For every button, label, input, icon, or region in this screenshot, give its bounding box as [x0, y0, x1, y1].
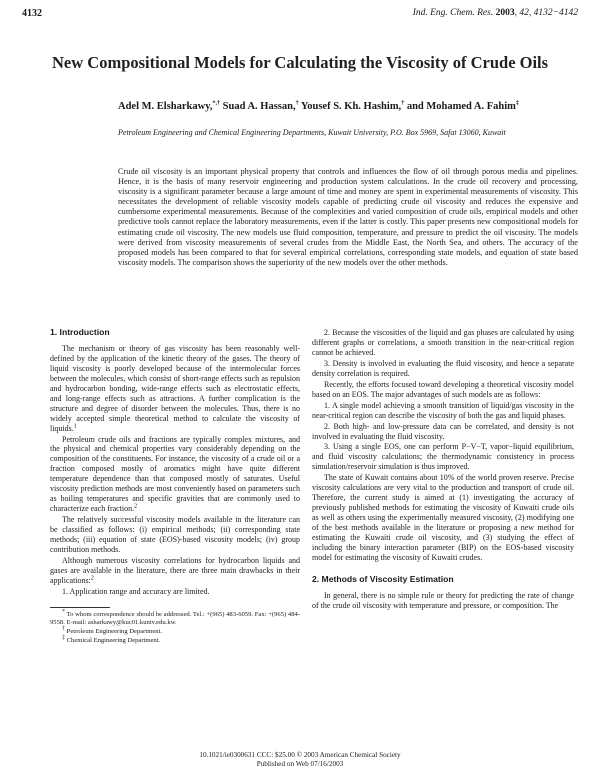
running-header [22, 8, 578, 22]
author-list [118, 100, 558, 113]
paragraph: 1. A single model achieving a smooth transition of liquid/gas viscosity in the near-critical region can describe the viscosity of both the gas and liquid phases. [312, 400, 574, 420]
paragraph: 1. Application range and accuracy are limited. [62, 586, 210, 596]
footnote-dept-chemical [50, 637, 300, 645]
citation-ref: 2 [90, 575, 94, 582]
paragraph: Recently, the efforts focused toward developing a theoretical viscosity model based on an EOS. The major advantages of such models are as follows: [312, 379, 574, 399]
paragraph: 2. Because the viscosities of the liquid and gas phases are calculated by using different graphs or correlations, a smooth transition in the near-critical region cannot be achieved. [312, 328, 574, 357]
paragraph: 3. Density is involved in evaluating the fluid viscosity, and hence a separate density correlation is required. [312, 358, 574, 378]
author-mark: ‡ [515, 100, 519, 107]
paragraph: 2. Both high- and low-pressure data can be correlated, and density is not involved in evaluating the fluid viscosity. [312, 421, 574, 441]
footnote-mark: † [62, 626, 65, 632]
published-line: Published on Web 07/16/2003 [256, 760, 344, 768]
footnote-text: Petroleum Engineering Department. [65, 628, 163, 636]
footnote-text: To whom correspondence should be addressed. Tel.: +(965) 483-6059. Fax: +(965) 484-9558. E-mail: asharkawy@kuc01.kuniv.edu.kw. [50, 610, 300, 626]
doi-line: 10.1021/ie0300631 CCC: $25.00 © 2003 American Chemical Society [199, 751, 401, 759]
footnote-correspondence [50, 608, 300, 627]
author-name: Yousef S. Kh. Hashim, [298, 101, 402, 112]
paragraph: The state of Kuwait contains about 10% of the world proven reserve. Precise viscosity calculations are very vital to the production and transport of crude oil. Therefore, the current study is aimed at (1) investigating the accuracy of previously published methods for estimating the viscosity of Kuwaiti crude oils as well as others using the experimentally measured viscosity, (2) modifying one of the best methods available in the literature or proposing a new method for estimating the Kuwaiti crude oil viscosity, and (3) studying the effect of including the binary interaction parameter (BIP) on the EOS-based viscosity model for estimating the viscosity of Kuwaiti crudes. [312, 473, 574, 562]
left-column [50, 328, 300, 647]
author-mark: † [295, 100, 299, 107]
journal-abbr: Ind. Eng. Chem. Res. [412, 8, 494, 18]
affiliation: Petroleum Engineering and Chemical Engineering Departments, Kuwait University, P.O. Box 5969, Safat 13060, Kuwait [118, 128, 506, 137]
page-number: 4132 [22, 8, 42, 19]
paper-title: New Compositional Models for Calculating the Viscosity of Crude Oils [52, 53, 549, 72]
author-mark: *,† [212, 100, 221, 107]
paragraph: The relatively successful viscosity models available in the literature can be classified as follows: (i) empirical methods; (ii) corresponding state methods; (iii) equation of state (EOS)-based viscosity models; (iv) group contribution methods. [50, 515, 300, 555]
paragraph-text: The mechanism or theory of gas viscosity has been reasonably well-defined by the application of the kinetic theory of the gases. The theory of liquid viscosity is poorly developed because of the intermolecular forces between the molecules, which consist of short-range effects such as repulsion and hydrocarbon bonding, wide-range effects such as electrostatic effects, and long-range effects such as attractions. A further complication is the structure and degree of disorder between the molecules. Thus, there is no widely accepted simple theoretical method to calculate the viscosity of liquids. [50, 343, 300, 433]
author-mark: † [401, 100, 405, 107]
abstract: Crude oil viscosity is an important physical property that controls and influences the flow of oil through porous media and pipelines. Hence, it is the basis of many reservoir engineering and production system calculations. In the crude oil recovery and processing, viscosity is a significant parameter because a large amount of time and money are spent in experimental measurements of viscosity. This necessitates the development of reliable viscosity models capable of predicting crude oil viscosity and reduces the expensive and cumbersome experimental measurements. Because of the complexities and varied composition of crude oils, empirical models and other predictive tools cannot replace the laboratory measurements, even if the latter is costly. This paper presents new compositional models for estimating crude oil viscosity. The new models use fluid composition, temperature, and pressure to predict the oil viscosity. The models were derived from viscosity measurements of several crudes from the Middle East, the North Sea, and others. The accuracy of the proposed models has been compared to that for several empirical correlations, corresponding state models, and equation of state based viscosity models. The comparison shows the superiority of the new models over the other methods. [118, 167, 578, 267]
journal-citation [413, 8, 578, 18]
paragraph: In general, there is no simple rule or theory for predicting the rate of change of the crude oil viscosity with temperature and pressure, or composition. The [312, 590, 574, 610]
footnote-mark: ‡ [62, 635, 65, 642]
section-heading-methods: 2. Methods of Viscosity Estimation [312, 573, 454, 584]
paragraph-text: Petroleum crude oils and fractions are typically complex mixtures, and the physical and chemical properties vary considerably depending on the composition of the constituents. For instance, the viscosity of a crude oil or a fraction composed mostly of aromatics might have quite different temperature dependence than that composed mostly of saturates. Useful viscosity prediction methods are most conveniently based on parameters such as boiling temperatures and specific gravities that are commonly used to characterize each fraction. [50, 434, 300, 514]
paragraph-text: Although numerous viscosity correlations for hydrocarbon liquids and gases are available in the literature, there are three main drawbacks in their applications: [50, 555, 300, 585]
citation-ref: 1 [73, 422, 77, 429]
page-footer [0, 751, 600, 769]
author-name: and Mohamed A. Fahim [404, 101, 516, 112]
journal-volume-pages: , 42, 4132−4142 [514, 8, 578, 18]
paragraph [50, 435, 300, 515]
footnote-text: Chemical Engineering Department. [65, 637, 161, 645]
footnote-mark: * [62, 608, 65, 615]
author-name: Adel M. Elsharkawy, [118, 101, 213, 112]
author-name: Suad A. Hassan, [220, 101, 296, 112]
paragraph [50, 344, 300, 434]
footnote-divider [50, 607, 110, 608]
paragraph: 3. Using a single EOS, one can perform P−V−T, vapor−liquid equilibrium, and fluid viscosity calculations; the thermodynamic consistency in process simulation/reservoir simulation is thus improved. [312, 442, 574, 472]
citation-ref: 2 [134, 503, 138, 510]
section-heading-introduction: 1. Introduction [50, 327, 110, 337]
journal-year: 2003 [495, 8, 515, 18]
paragraph [50, 556, 300, 586]
footnote-dept-petroleum [50, 628, 300, 636]
right-column [312, 328, 574, 612]
